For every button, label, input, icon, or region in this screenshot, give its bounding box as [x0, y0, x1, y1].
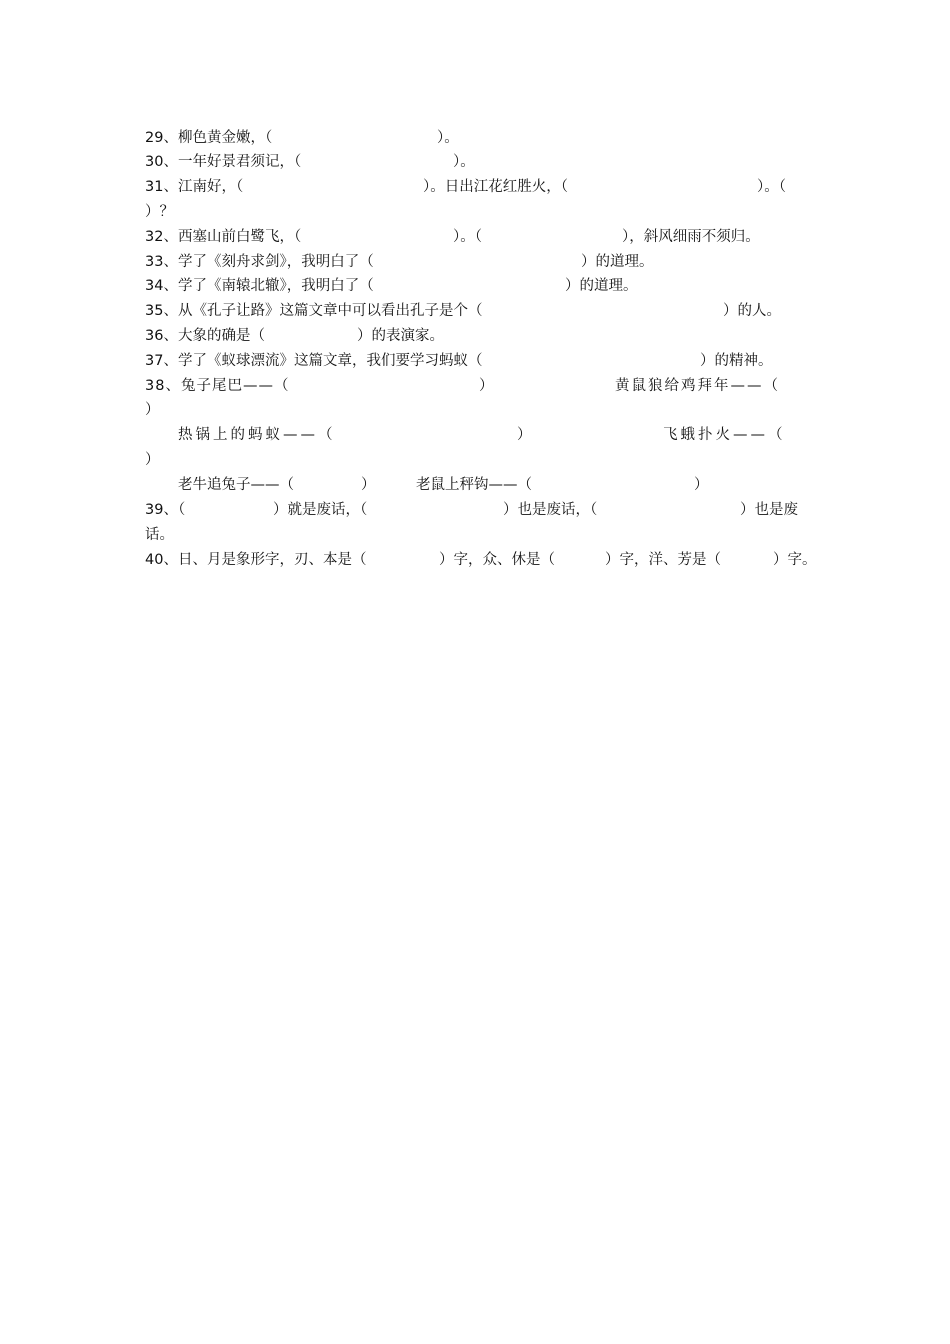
text-segment: ） — [517, 427, 532, 443]
text-segment: ）。日出江花红胜火，（ — [423, 179, 568, 195]
text-segment: ），斜风细雨不须归。 — [622, 229, 760, 245]
question-40 — [145, 548, 817, 572]
text-segment: 黄鼠狼给鸡拜年——（ — [615, 378, 780, 394]
text-segment: ）？ — [145, 204, 174, 220]
text-segment: 话。 — [145, 527, 174, 543]
text-segment: ）。 — [437, 130, 459, 146]
text-segment: ） — [694, 477, 709, 493]
text-segment: ）的表演家。 — [357, 328, 444, 344]
question-35 — [145, 299, 781, 323]
question-30 — [145, 150, 475, 174]
text-segment: 33、学了《刻舟求剑》，我明白了（ — [145, 254, 374, 270]
text-segment: ）。 — [453, 154, 475, 170]
question-38-line-3 — [145, 473, 709, 497]
text-segment: ）字。 — [773, 552, 817, 568]
text-segment: 39、（ — [145, 502, 186, 518]
question-36 — [145, 324, 444, 348]
text-segment: ）也是废 — [740, 502, 798, 518]
question-31 — [145, 175, 786, 199]
text-segment: 热锅上的蚂蚁——（ — [178, 427, 336, 443]
text-segment: 31、江南好，（ — [145, 179, 244, 195]
question-34 — [145, 274, 638, 298]
text-segment: ）的人。 — [723, 303, 781, 319]
text-segment: ）的道理。 — [581, 254, 654, 270]
text-segment: ）也是废话，（ — [503, 502, 598, 518]
question-29 — [145, 126, 459, 150]
text-segment: ）。（ — [453, 229, 482, 245]
text-segment: 35、从《孔子让路》这篇文章中可以看出孔子是个（ — [145, 303, 483, 319]
text-segment: 32、西塞山前白鹭飞，（ — [145, 229, 302, 245]
text-segment: 29、柳色黄金嫩，（ — [145, 130, 273, 146]
text-segment: ） — [479, 378, 494, 394]
text-segment: ）字，众、休是（ — [439, 552, 555, 568]
text-segment: 34、学了《南辕北辙》，我明白了（ — [145, 278, 374, 294]
text-segment: ）就是废话，（ — [273, 502, 368, 518]
text-segment: ） — [361, 477, 376, 493]
text-segment: 老鼠上秤钩——（ — [416, 477, 532, 493]
question-39 — [145, 498, 798, 522]
question-38-line-2 — [145, 423, 786, 447]
question-38-line-2-continuation — [145, 448, 163, 472]
text-segment: ）字，洋、芳是（ — [605, 552, 721, 568]
question-37 — [145, 349, 773, 373]
question-39-continuation — [145, 523, 174, 547]
text-segment: 37、学了《蚁球漂流》这篇文章，我们要学习蚂蚁（ — [145, 353, 483, 369]
text-segment: ）的道理。 — [565, 278, 638, 294]
text-segment: 40、日、月是象形字，刃、本是（ — [145, 552, 367, 568]
question-38-line-1 — [145, 374, 780, 398]
question-32 — [145, 225, 760, 249]
text-segment: 飞蛾扑火——（ — [663, 427, 786, 443]
text-segment: 38、兔子尾巴——（ — [145, 378, 290, 394]
text-segment: ） — [145, 452, 160, 468]
text-segment: 36、大象的确是（ — [145, 328, 265, 344]
text-segment: 30、一年好景君须记，（ — [145, 154, 302, 170]
text-segment: ）。（ — [757, 179, 786, 195]
text-segment: ） — [145, 402, 160, 418]
question-33 — [145, 250, 654, 274]
text-segment: ）的精神。 — [700, 353, 773, 369]
question-31-continuation — [145, 200, 174, 224]
text-segment: 老牛追兔子——（ — [178, 477, 294, 493]
question-38-line-1-continuation — [145, 398, 163, 422]
